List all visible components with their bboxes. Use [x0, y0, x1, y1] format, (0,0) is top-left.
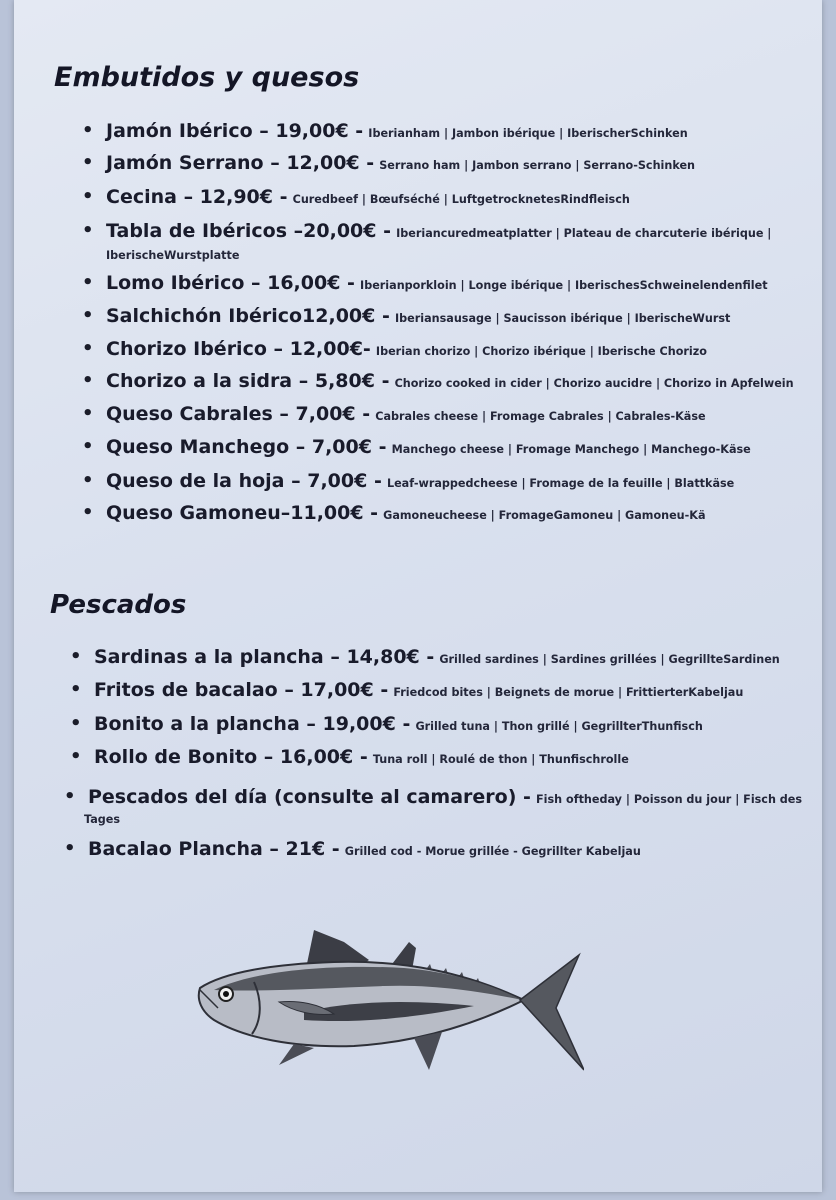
- list-item: [70, 713, 703, 735]
- bullet-icon: •: [82, 120, 94, 141]
- item-name: Salchichón Ibérico12,00€ -: [106, 305, 390, 327]
- list-item: [70, 646, 780, 668]
- item-translations: Gamoneucheese | FromageGamoneu | Gamoneu-Kä: [383, 509, 706, 522]
- list-item: [70, 746, 629, 768]
- list-item: [82, 186, 630, 208]
- bullet-icon: •: [64, 786, 76, 807]
- bullet-icon: •: [82, 305, 94, 326]
- list-item: [82, 120, 688, 142]
- menu-page: [14, 0, 822, 1192]
- section-title-embutidos: Embutidos y quesos: [54, 62, 360, 93]
- bullet-icon: •: [82, 403, 94, 424]
- item-translations: Manchego cheese | Fromage Manchego | Manchego-Käse: [391, 443, 751, 456]
- item-translations: Serrano ham | Jambon serrano | Serrano-Schinken: [379, 159, 696, 172]
- list-item: [64, 838, 641, 860]
- item-translations-continuation: IberischeWurstplatte: [106, 249, 240, 262]
- list-item: [82, 502, 706, 524]
- list-item: [82, 338, 707, 360]
- tuna-fish-icon: [184, 920, 584, 1080]
- item-name: Bacalao Plancha – 21€ -: [88, 838, 340, 860]
- bullet-icon: •: [82, 338, 94, 359]
- item-translations: Leaf-wrappedcheese | Fromage de la feuille | Blattkäse: [386, 477, 735, 490]
- bullet-icon: •: [82, 220, 94, 241]
- list-item: [82, 436, 751, 458]
- item-translations: Chorizo cooked in cider | Chorizo aucidre | Chorizo in Apfelwein: [394, 377, 794, 390]
- list-item: [64, 786, 803, 808]
- item-name: Tabla de Ibéricos –20,00€ -: [106, 220, 391, 242]
- item-name: Sardinas a la plancha – 14,80€ -: [94, 646, 435, 668]
- item-translations: Cabrales cheese | Fromage Cabrales | Cabrales-Käse: [375, 410, 706, 423]
- item-name: Bonito a la plancha – 19,00€ -: [94, 713, 411, 735]
- item-name: Jamón Serrano – 12,00€ -: [106, 152, 375, 174]
- item-name: Chorizo a la sidra – 5,80€ -: [106, 370, 390, 392]
- bullet-icon: •: [70, 746, 82, 767]
- list-item: [82, 220, 772, 242]
- item-translations: Curedbeef | Bœufséché | LuftgetrocknetesRindfleisch: [292, 193, 630, 206]
- bullet-icon: •: [82, 186, 94, 207]
- item-name: Chorizo Ibérico – 12,00€-: [106, 338, 371, 360]
- bullet-icon: •: [82, 502, 94, 523]
- item-name: Queso Manchego – 7,00€ -: [106, 436, 387, 458]
- item-name: Queso Cabrales – 7,00€ -: [106, 403, 371, 425]
- item-name: Jamón Ibérico – 19,00€ -: [106, 120, 364, 142]
- list-item: [82, 403, 706, 425]
- item-name: Queso de la hoja – 7,00€ -: [106, 470, 382, 492]
- item-translations: Grilled cod - Morue grillée - Gegrillter Kabeljau: [344, 845, 641, 858]
- item-translations: Grilled sardines | Sardines grillées | GegrillteSardinen: [439, 653, 780, 666]
- item-translations: Fish oftheday | Poisson du jour | Fisch des: [536, 793, 803, 806]
- bullet-icon: •: [82, 436, 94, 457]
- bullet-icon: •: [70, 679, 82, 700]
- item-name: Pescados del día (consulte al camarero) -: [88, 786, 531, 808]
- item-translations: Iberiancuredmeatplatter | Plateau de charcuterie ibérique |: [396, 227, 772, 240]
- item-name: Fritos de bacalao – 17,00€ -: [94, 679, 389, 701]
- list-item: [82, 305, 731, 327]
- list-item: [82, 470, 735, 492]
- bullet-icon: •: [82, 152, 94, 173]
- list-item: [82, 272, 768, 294]
- bullet-icon: •: [64, 838, 76, 859]
- item-translations: Iberianporkloin | Longe ibérique | IberischesSchweinelendenfilet: [360, 279, 768, 292]
- item-name: Rollo de Bonito – 16,00€ -: [94, 746, 368, 768]
- item-name: Lomo Ibérico – 16,00€ -: [106, 272, 355, 294]
- bullet-icon: •: [70, 646, 82, 667]
- bullet-icon: •: [82, 370, 94, 391]
- item-name: Queso Gamoneu–11,00€ -: [106, 502, 379, 524]
- section-title-pescados: Pescados: [50, 590, 187, 620]
- item-name: Cecina – 12,90€ -: [106, 186, 288, 208]
- item-translations: Grilled tuna | Thon grillé | GegrillterThunfisch: [415, 720, 703, 733]
- item-translations: Iberianham | Jambon ibérique | IberischerSchinken: [368, 127, 688, 140]
- bullet-icon: •: [82, 470, 94, 491]
- item-translations-continuation: Tages: [84, 813, 120, 826]
- list-item: [82, 370, 794, 392]
- list-item: [70, 679, 744, 701]
- item-translations: Iberian chorizo | Chorizo ibérique | Iberische Chorizo: [375, 345, 707, 358]
- item-translations: Tuna roll | Roulé de thon | Thunfischrolle: [372, 753, 629, 766]
- list-item: [82, 152, 696, 174]
- item-translations: Iberiansausage | Saucisson ibérique | IberischeWurst: [394, 312, 731, 325]
- bullet-icon: •: [70, 713, 82, 734]
- item-translations: Friedcod bites | Beignets de morue | FrittierterKabeljau: [393, 686, 744, 699]
- bullet-icon: •: [82, 272, 94, 293]
